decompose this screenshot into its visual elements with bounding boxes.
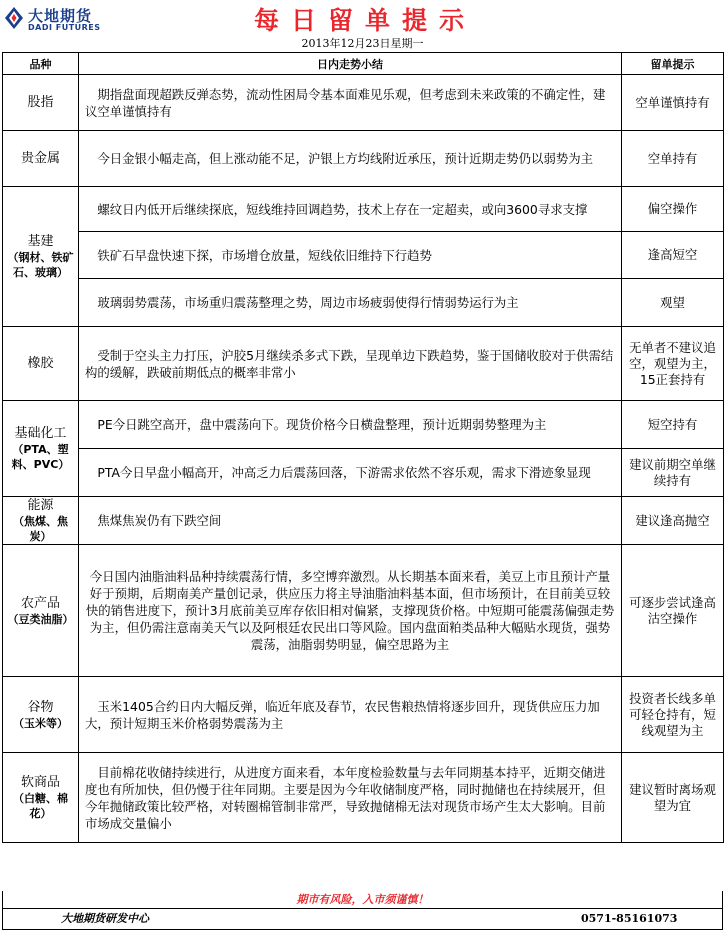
variety-subname: （玉米等）	[13, 716, 68, 730]
table-row	[3, 677, 724, 753]
table-row	[3, 75, 724, 131]
table-row	[3, 327, 724, 401]
dadi-logo-icon	[4, 6, 24, 30]
variety-name: 软商品	[20, 775, 60, 790]
tip-cell: 建议逢高抛空	[622, 497, 724, 545]
company-logo	[4, 4, 120, 34]
variety-subname: （焦煤、焦炭）	[13, 515, 68, 543]
variety-name: 贵金属	[20, 151, 60, 166]
variety-cell	[3, 187, 79, 327]
summary-cell: 玉米1405合约日内大幅反弹，临近年底及春节，农民售粮热情将逐步回升，现货供应压力加大，预计短期玉米价格弱势震荡为主	[79, 677, 622, 753]
holding-tips-table	[2, 52, 724, 843]
table-row	[3, 232, 724, 279]
summary-cell: 铁矿石早盘快速下探，市场增仓放量，短线依旧维持下行趋势	[79, 232, 622, 279]
summary-cell: 受制于空头主力打压，沪胶5月继续杀多式下跌，呈现单边下跌趋势，鉴于国储收胶对于供需结构的缓解，跌破前期低点的概率非常小	[79, 327, 622, 401]
variety-subname: （钢材、铁矿石、玻璃）	[7, 251, 74, 279]
summary-cell: 期指盘面现超跌反弹态势，流动性困局令基本面难见乐观，但考虑到未来政策的不确定性，建议空单谨慎持有	[79, 75, 622, 131]
table-row	[3, 401, 724, 449]
table-row	[3, 497, 724, 545]
summary-cell: PTA今日早盘小幅高开，冲高乏力后震荡回落，下游需求依然不容乐观，需求下滑迹象显现	[79, 449, 622, 497]
table-row	[3, 279, 724, 327]
page-title: 每日留单提示	[253, 6, 476, 35]
variety-cell	[3, 75, 79, 131]
table-row	[3, 187, 724, 232]
tip-cell: 观望	[622, 279, 724, 327]
variety-name: 农产品	[20, 595, 60, 611]
table-row	[3, 449, 724, 497]
variety-cell	[3, 327, 79, 401]
summary-cell: PE今日跳空高开，盘中震荡向下。现货价格今日横盘整理，预计近期弱势整理为主	[79, 401, 622, 449]
variety-name: 股指	[27, 95, 54, 110]
summary-cell: 今日金银小幅走高，但上涨动能不足，沪银上方均线附近承压，预计近期走势仍以弱势为主	[79, 131, 622, 187]
column-header-tip: 留单提示	[622, 53, 724, 75]
research-center: 大地期货研发中心	[61, 912, 149, 925]
report-date: 2013年12月23日星期一	[301, 37, 424, 50]
table-header-row	[3, 53, 724, 75]
variety-cell	[3, 401, 79, 497]
summary-cell: 今日国内油脂油料品种持续震荡行情，多空博弈激烈。从长期基本面来看，美豆上市且预计产量好于预期，后期南美产量创记录，供应压力将主导油脂油料基本面，但市场预计，在目前美豆较快的销售进度下，预计3月底前美豆库存依旧相对偏紧，支撑现货价格。中短期可能震荡偏强走势为主，但仍需注意南美天气以及阿根廷农民出口等风险。国内盘面粕类品种大幅贴水现货，强势震荡，油脂弱势明显，偏空思路为主	[79, 545, 622, 677]
variety-name: 橡胶	[27, 356, 54, 371]
summary-cell: 螺纹日内低开后继续探底，短线维持回调趋势，技术上存在一定超卖，或向3600寻求支撑	[79, 187, 622, 232]
variety-cell	[3, 753, 79, 843]
logo-english-name: DADI FUTURES	[28, 23, 101, 32]
variety-name: 能源	[27, 498, 54, 513]
summary-cell: 目前棉花收储持续进行，从进度方面来看，本年度检验数量与去年同期基本持平，近期交储进度也有所加快，但仍慢于往年同期。主要是因为今年收储制度严格，同时抛储也在持续展开，但今年抛储政策比较严格，对转圈棉管制非常严，导致抛储棉无法对现货市场产生太大影响。目前市场成交量偏小	[79, 753, 622, 843]
logo-chinese-name: 大地期货	[28, 7, 93, 25]
variety-name: 谷物	[27, 699, 54, 715]
variety-cell	[3, 677, 79, 753]
contact-phone: 0571-85161073	[581, 912, 678, 925]
summary-cell: 焦煤焦炭仍有下跌空间	[79, 497, 622, 545]
table-row	[3, 545, 724, 677]
column-header-variety: 品种	[3, 53, 79, 75]
tip-cell: 投资者长线多单可轻仓持有，短线观望为主	[622, 677, 724, 753]
variety-cell	[3, 131, 79, 187]
tip-cell: 空单持有	[622, 131, 724, 187]
variety-subname: （白糖、棉花）	[13, 792, 68, 820]
tip-cell: 逢高短空	[622, 232, 724, 279]
summary-cell: 玻璃弱势震荡，市场重归震荡整理之势，周边市场疲弱使得行情弱势运行为主	[79, 279, 622, 327]
tip-cell: 无单者不建议追空，观望为主，15正套持有	[622, 327, 724, 401]
variety-name: 基建	[27, 234, 54, 249]
variety-cell	[3, 497, 79, 545]
tip-cell: 短空持有	[622, 401, 724, 449]
variety-subname: （豆类油脂）	[7, 612, 74, 626]
report-footer	[2, 909, 723, 930]
variety-subname: （PTA、塑料、PVC）	[11, 443, 70, 471]
report-header	[0, 0, 725, 36]
tip-cell: 可逐步尝试逢高沽空操作	[622, 545, 724, 677]
tip-cell: 偏空操作	[622, 187, 724, 232]
tip-cell: 建议前期空单继续持有	[622, 449, 724, 497]
risk-warning: 期市有风险，入市须谨慎！	[2, 891, 723, 909]
table-row	[3, 753, 724, 843]
tip-cell: 空单谨慎持有	[622, 75, 724, 131]
table-row	[3, 131, 724, 187]
variety-name: 基础化工	[14, 426, 67, 441]
tip-cell: 建议暂时离场观望为宜	[622, 753, 724, 843]
variety-cell	[3, 545, 79, 677]
column-header-summary: 日内走势小结	[79, 53, 622, 75]
